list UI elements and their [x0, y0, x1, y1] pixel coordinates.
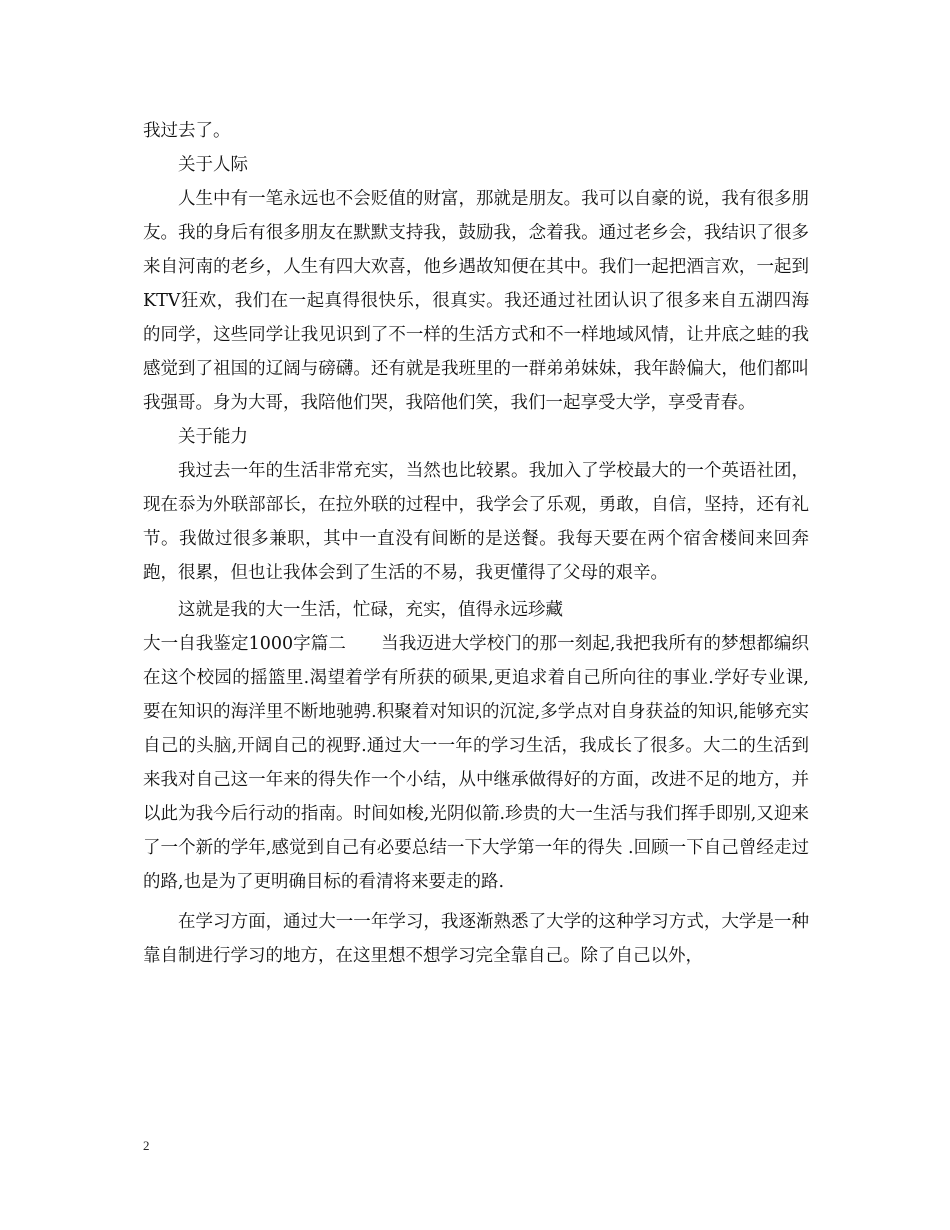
paragraph-summary: 这就是我的大一生活，忙碌，充实，值得永远珍藏	[178, 600, 563, 620]
heading-ability: 关于能力	[178, 427, 248, 447]
page-number: 2	[143, 1138, 150, 1153]
paragraph-continuation: 我过去了。	[143, 121, 231, 141]
paragraph-section-two: 大一自我鉴定1000字篇二 当我迈进大学校门的那一刻起,我把我所有的梦想都编织在这个校园的摇篮里.渴望着学有所获的硕果,更追求着自己所向往的事业.学好专业课,要在知识的海洋里不断地驰骋.积聚着对知识的沉淀,多学点对自身获益的知识,能够充实自己的头脑,开阔自己的视野.通过大一一年的学习生活，我成长了很多。大二的生活到来我对自己这一年来的得失作一个小结，从中继承做得好的方面，改进不足的地方，并以此为我今后行动的指南。时间如梭,光阴似箭.珍贵的大一生活与我们挥手即别,又迎来了一个新的学年,感觉到自己有必要总结一下大学第一年的得失 .回顾一下自己曾经走过的路,也是为了更明确目标的看清将来要走的路.	[143, 634, 809, 892]
paragraph-study: 在学习方面，通过大一一年学习，我逐渐熟悉了大学的这种学习方式，大学是一种靠自制进行学习的地方，在这里想不想学习完全靠自己。除了自己以外，	[143, 912, 809, 966]
heading-interpersonal: 关于人际	[178, 155, 248, 175]
document-body	[143, 114, 809, 973]
paragraph-ability: 我过去一年的生活非常充实，当然也比较累。我加入了学校最大的一个英语社团，现在忝为外联部部长，在拉外联的过程中，我学会了乐观，勇敢，自信，坚持，还有礼节。我做过很多兼职，其中一直没有间断的是送餐。我每天要在两个宿舍楼间来回奔跑，很累，但也让我体会到了生活的不易，我更懂得了父母的艰辛。	[143, 461, 809, 583]
paragraph-friends: 人生中有一笔永远也不会贬值的财富，那就是朋友。我可以自豪的说，我有很多朋友。我的身后有很多朋友在默默支持我，鼓励我，念着我。通过老乡会，我结识了很多来自河南的老乡，人生有四大欢喜，他乡遇故知便在其中。我们一起把酒言欢，一起到KTV狂欢，我们在一起真得很快乐，很真实。我还通过社团认识了很多来自五湖四海的同学，这些同学让我见识到了不一样的生活方式和不一样地域风情，让井底之蛙的我感觉到了祖国的辽阔与磅礴。还有就是我班里的一群弟弟妹妹，我年龄偏大，他们都叫我强哥。身为大哥，我陪他们哭，我陪他们笑，我们一起享受大学，享受青春。	[143, 189, 809, 413]
